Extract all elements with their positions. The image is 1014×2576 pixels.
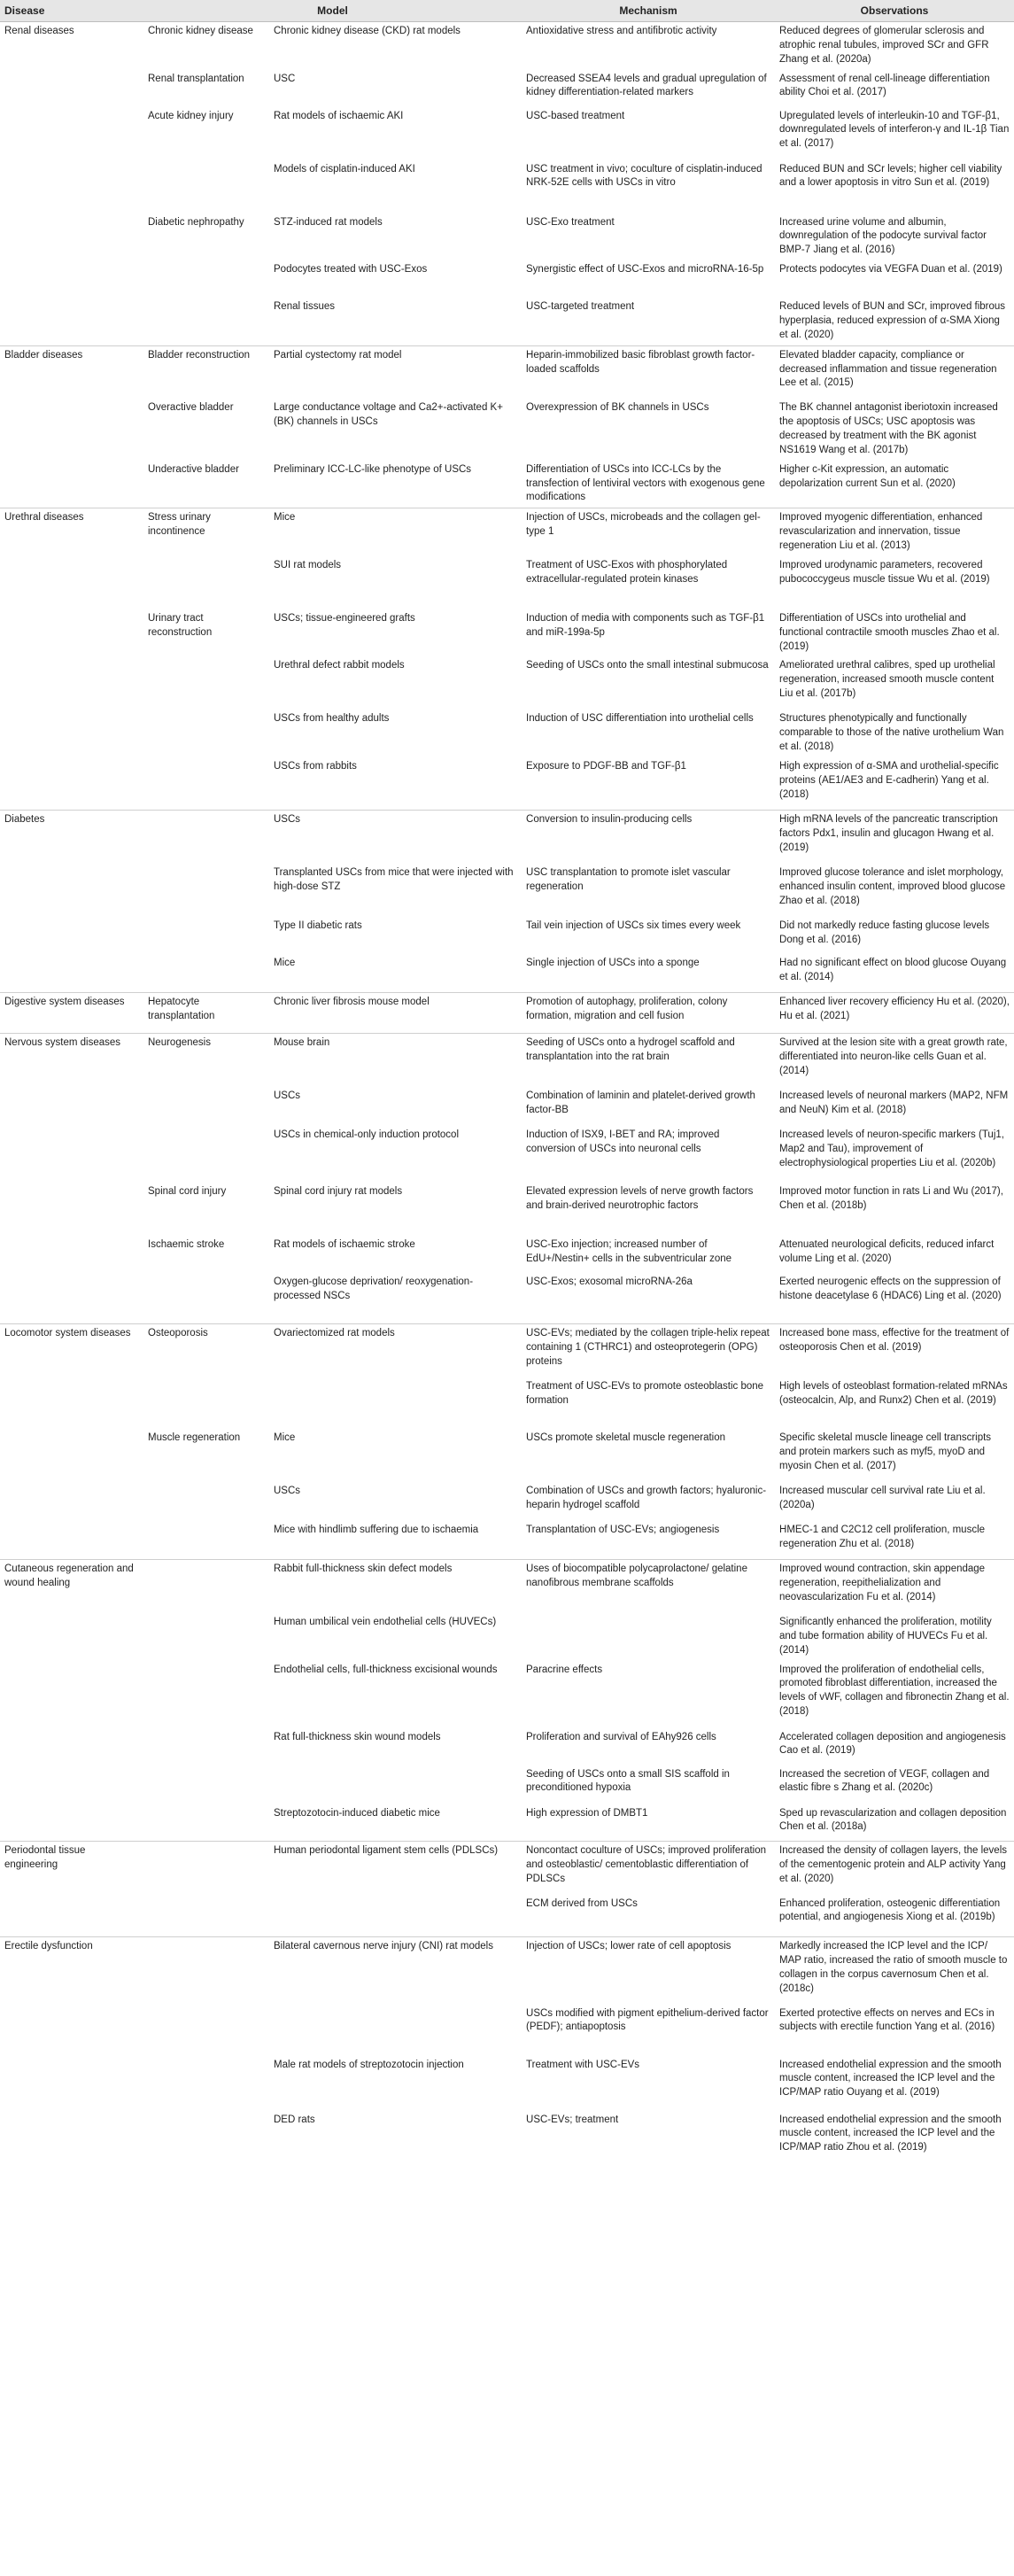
disease-cell <box>0 864 143 917</box>
mechanism-cell: Induction of USC differentiation into urothelial cells <box>526 713 754 725</box>
disease-cell <box>0 2005 143 2056</box>
header-disease: Disease <box>0 0 143 22</box>
disease-cell <box>0 1661 143 1728</box>
mechanism-cell: Proliferation and survival of EAhy926 cells <box>526 1731 716 1742</box>
subcategory-cell <box>143 757 269 811</box>
subcategory-cell: Chronic kidney disease <box>148 26 253 36</box>
disease-cell: Urethral diseases <box>0 508 143 556</box>
subcategory-cell <box>143 1842 269 1895</box>
observations-cell: Higher c-Kit expression, an automatic depolarization current Sun et al. (2020) <box>779 463 956 489</box>
observations-cell: Reduced degrees of glomerular sclerosis and atrophic renal tubules, improved SCr and GFR Zhang et al. (2020a) <box>779 26 989 65</box>
model-cell <box>269 1895 522 1937</box>
model-cell: Streptozotocin-induced diabetic mice <box>274 1807 440 1819</box>
subcategory-cell <box>143 656 269 710</box>
disease-cell <box>0 1521 143 1560</box>
table-row <box>0 1236 1014 1273</box>
mechanism-cell: USC-Exo treatment <box>526 216 615 228</box>
disease-cell <box>0 1728 143 1765</box>
disease-cell <box>0 1236 143 1273</box>
mechanism-cell: Elevated expression levels of nerve growth factors and brain-derived neurotrophic factors <box>526 1185 754 1211</box>
observations-cell: Elevated bladder capacity, compliance or decreased inflammation and tissue regeneration Lee et al. (2015) <box>775 345 1014 399</box>
table-row <box>0 298 1014 345</box>
subcategory-cell: Spinal cord injury <box>148 1185 227 1197</box>
mechanism-cell: USC-based treatment <box>526 110 625 121</box>
model-cell: Human periodontal ligament stem cells (PDLSCs) <box>269 1842 522 1895</box>
subcategory-cell <box>143 1661 269 1728</box>
observations-cell: Increased endothelial expression and the smooth muscle content, increased the ICP level and the ICP/MAP ratio Ouyang et al. (2019) <box>779 2059 1002 2099</box>
disease-cell: Diabetes <box>0 811 143 864</box>
table-row <box>0 1613 1014 1661</box>
mechanism-cell: Treatment of USC-EVs to promote osteoblastic bone formation <box>526 1380 764 1406</box>
observations-cell: The BK channel antagonist iberiotoxin increased the apoptosis of USCs; USC apoptosis was decreased by treatment with the BK agonist NS1619 Wang et al. (2017b) <box>779 402 998 455</box>
model-cell: Rat models of ischaemic AKI <box>274 110 404 121</box>
subcategory-cell <box>143 1377 269 1429</box>
observations-cell: Increased bone mass, effective for the treatment of osteoporosis Chen et al. (2019) <box>775 1324 1014 1377</box>
disease-cell <box>0 461 143 508</box>
model-cell: Preliminary ICC-LC-like phenotype of USCs <box>274 463 472 475</box>
disease-cell <box>0 656 143 710</box>
table-row <box>0 399 1014 460</box>
disease-cell <box>0 954 143 993</box>
subcategory-cell <box>143 1560 269 1613</box>
mechanism-cell: USC-Exos; exosomal microRNA-26a <box>526 1276 693 1287</box>
disease-cell <box>0 1765 143 1804</box>
mechanism-cell: Differentiation of USCs into ICC-LCs by the transfection of lentiviral vectors with exogenous gene modifications <box>526 463 765 503</box>
mechanism-cell: Induction of media with components such as TGF-β1 and miR-199a-5p <box>526 612 765 638</box>
model-cell: USC <box>274 73 296 84</box>
model-cell: Bilateral cavernous nerve injury (CNI) rat models <box>269 1937 522 2005</box>
observations-cell: Attenuated neurological deficits, reduced infarct volume Ling et al. (2020) <box>779 1238 995 1264</box>
subcategory-cell: Overactive bladder <box>148 402 234 414</box>
observations-cell: Sped up revascularization and collagen deposition Chen et al. (2018a) <box>779 1807 1007 1833</box>
subcategory-cell <box>143 556 269 609</box>
mechanism-cell: Combination of laminin and platelet-derived growth factor-BB <box>526 1090 755 1115</box>
table-row <box>0 1895 1014 1937</box>
observations-cell: Increased urine volume and albumin, downregulation of the podocyte survival factor BMP-7 Jiang et al. (2016) <box>779 216 987 256</box>
model-cell: USCs; tissue-engineered grafts <box>274 612 415 624</box>
observations-cell: Upregulated levels of interleukin-10 and TGF-β1, downregulated levels of interferon-γ and IL-1β Tian et al. (2017) <box>779 110 1010 150</box>
table-row <box>0 811 1014 864</box>
table-row <box>0 609 1014 657</box>
model-cell: Type II diabetic rats <box>274 919 362 931</box>
table-row <box>0 70 1014 107</box>
mechanism-cell: Heparin-immobilized basic fibroblast growth factor-loaded scaffolds <box>522 345 775 399</box>
table-row <box>0 954 1014 993</box>
subcategory-cell <box>143 1613 269 1661</box>
observations-cell: Increased muscular cell survival rate Liu et al. (2020a) <box>779 1485 986 1510</box>
disease-cell <box>0 107 143 160</box>
observations-cell: Accelerated collagen deposition and angiogenesis Cao et al. (2019) <box>779 1731 1006 1757</box>
mechanism-cell: Promotion of autophagy, proliferation, colony formation, migration and cell fusion <box>522 993 775 1034</box>
observations-cell: Specific skeletal muscle lineage cell transcripts and protein markers such as myf5, myoD and myosin Chen et al. (2017) <box>779 1432 992 1471</box>
model-cell: Renal tissues <box>274 301 336 313</box>
observations-cell: Improved motor function in rats Li and Wu (2017), Chen et al. (2018b) <box>779 1185 1003 1211</box>
observations-cell: Reduced levels of BUN and SCr, improved fibrous hyperplasia, reduced expression of α-SMA Xiong et al. (2020) <box>779 301 1006 340</box>
disease-cell: Nervous system diseases <box>0 1034 143 1087</box>
subcategory-cell <box>143 1804 269 1842</box>
disease-cell <box>0 1429 143 1482</box>
table-row <box>0 1560 1014 1613</box>
model-cell: Urethral defect rabbit models <box>274 660 405 671</box>
subcategory-cell <box>143 1895 269 1937</box>
model-cell: Models of cisplatin-induced AKI <box>274 163 415 175</box>
model-cell: Oxygen-glucose deprivation/ reoxygenation-processed NSCs <box>274 1276 474 1301</box>
table-row <box>0 1728 1014 1765</box>
observations-cell: Increased levels of neuron-specific markers (Tuj1, Map2 and Tau), improvement of electrophysiological properties Liu et al. (2020b) <box>779 1129 1004 1168</box>
subcategory-cell <box>143 811 269 864</box>
mechanism-cell: Combination of USCs and growth factors; hyaluronic-heparin hydrogel scaffold <box>526 1485 767 1510</box>
model-cell: Rat full-thickness skin wound models <box>274 1731 441 1742</box>
table-row <box>0 1804 1014 1842</box>
model-cell: Mice <box>274 1432 296 1443</box>
observations-cell: Ameliorated urethral calibres, sped up urothelial regeneration, increased smooth muscle content Liu et al. (2017b) <box>779 660 995 700</box>
mechanism-cell: Injection of USCs; lower rate of cell apoptosis <box>522 1937 775 2005</box>
table-row <box>0 508 1014 556</box>
observations-cell: Protects podocytes via VEGFA Duan et al. (2019) <box>779 264 1002 275</box>
model-cell: Chronic liver fibrosis mouse model <box>269 993 522 1034</box>
table-row <box>0 993 1014 1034</box>
mechanism-cell <box>522 1613 775 1661</box>
mechanism-cell: Uses of biocompatible polycaprolactone/ gelatine nanofibrous membrane scaffolds <box>522 1560 775 1613</box>
model-cell: SUI rat models <box>274 559 342 570</box>
table-row <box>0 656 1014 710</box>
subcategory-cell: Underactive bladder <box>148 463 239 475</box>
mechanism-cell: USC-EVs; treatment <box>526 2114 619 2125</box>
mechanism-cell: Exposure to PDGF-BB and TGF-β1 <box>526 760 686 772</box>
table-body <box>0 22 1014 2159</box>
disease-cell <box>0 160 143 213</box>
table-row <box>0 917 1014 954</box>
table-row <box>0 461 1014 508</box>
observations-cell: HMEC-1 and C2C12 cell proliferation, muscle regeneration Zhu et al. (2018) <box>779 1524 986 1549</box>
model-cell: Chronic kidney disease (CKD) rat models <box>274 26 461 36</box>
disease-cell <box>0 2111 143 2159</box>
table-row <box>0 260 1014 298</box>
mechanism-cell: USC-Exo injection; increased number of EdU+/Nestin+ cells in the subventricular zone <box>526 1238 732 1264</box>
disease-cell <box>0 1377 143 1429</box>
mechanism-cell: Seeding of USCs onto the small intestinal submucosa <box>526 660 769 671</box>
table-row <box>0 22 1014 70</box>
table-row <box>0 1126 1014 1183</box>
observations-cell: Increased the density of collagen layers, the levels of the cementogenic protein and ALP activity Yang et al. (2020) <box>775 1842 1014 1895</box>
observations-cell: Improved glucose tolerance and islet morphology, enhanced insulin content, improved blood glucose Zhao et al. (2018) <box>779 866 1006 906</box>
table-row <box>0 1377 1014 1429</box>
subcategory-cell <box>143 917 269 954</box>
mechanism-cell: Decreased SSEA4 levels and gradual upregulation of kidney differentiation-related markers <box>526 73 767 98</box>
disease-cell <box>0 260 143 298</box>
mechanism-cell: Seeding of USCs onto a small SIS scaffold in preconditioned hypoxia <box>526 1768 730 1794</box>
model-cell: USCs in chemical-only induction protocol <box>274 1129 460 1140</box>
disease-cell <box>0 213 143 261</box>
mechanism-cell: Antioxidative stress and antifibrotic activity <box>526 26 717 36</box>
subcategory-cell <box>143 260 269 298</box>
subcategory-cell <box>143 2111 269 2159</box>
model-cell: USCs <box>274 1090 301 1101</box>
mechanism-cell: Treatment with USC-EVs <box>526 2059 640 2070</box>
subcategory-cell: Stress urinary incontinence <box>143 508 269 556</box>
disease-cell <box>0 298 143 345</box>
disease-cell <box>0 399 143 460</box>
model-cell: DED rats <box>274 2114 315 2125</box>
disease-cell <box>0 1126 143 1183</box>
mechanism-cell: USCs modified with pigment epithelium-derived factor (PEDF); antiapoptosis <box>526 2007 769 2033</box>
subcategory-cell <box>143 1126 269 1183</box>
observations-cell: Enhanced liver recovery efficiency Hu et al. (2020), Hu et al. (2021) <box>775 993 1014 1034</box>
subcategory-cell: Muscle regeneration <box>148 1432 241 1443</box>
header-row <box>0 0 1014 22</box>
model-cell: Large conductance voltage and Ca2+-activated K+ (BK) channels in USCs <box>274 402 503 428</box>
table-row <box>0 160 1014 213</box>
subcategory-cell: Ischaemic stroke <box>148 1238 225 1250</box>
disease-cell: Periodontal tissue engineering <box>0 1842 143 1895</box>
model-cell: Male rat models of streptozotocin injection <box>274 2059 464 2070</box>
model-cell: Rat models of ischaemic stroke <box>274 1238 415 1250</box>
observations-cell: Increased levels of neuronal markers (MAP2, NFM and NeuN) Kim et al. (2018) <box>779 1090 1009 1115</box>
observations-cell: Markedly increased the ICP level and the ICP/ MAP ratio, increased the ratio of smooth muscle to collagen in the corpus cavernosum Chen et al. (2018c) <box>775 1937 1014 2005</box>
disease-cell <box>0 1482 143 1521</box>
model-cell <box>269 2005 522 2056</box>
disease-cell: Cutaneous regeneration and wound healing <box>0 1560 143 1613</box>
mechanism-cell: USC-EVs; mediated by the collagen triple-helix repeat containing 1 (CTHRC1) and osteoprotegerin (OPG) proteins <box>522 1324 775 1377</box>
disease-cell <box>0 1895 143 1937</box>
observations-cell: Assessment of renal cell-lineage differentiation ability Choi et al. (2017) <box>779 73 990 98</box>
mechanism-cell: Seeding of USCs onto a hydrogel scaffold and transplantation into the rat brain <box>522 1034 775 1087</box>
disease-cell <box>0 917 143 954</box>
observations-cell: Structures phenotypically and functionally comparable to those of the native urothelium Wan et al. (2018) <box>779 713 1004 753</box>
model-cell: Mice with hindlimb suffering due to ischaemia <box>274 1524 479 1535</box>
observations-cell: High mRNA levels of the pancreatic transcription factors Pdx1, insulin and glucagon Hwang et al. (2019) <box>775 811 1014 864</box>
observations-cell: Increased endothelial expression and the smooth muscle content, increased the ICP level and the ICP/MAP ratio Zhou et al. (2019) <box>779 2114 1002 2153</box>
table-row <box>0 2005 1014 2056</box>
mechanism-cell: USC-targeted treatment <box>526 301 635 313</box>
subcategory-cell: Diabetic nephropathy <box>148 216 244 228</box>
observations-cell: Improved the proliferation of endothelial cells, promoted fibroblast differentiation, increased the levels of vWF, collagen and fibronectin Zhang et al. (2018) <box>779 1664 1010 1718</box>
model-cell: USCs from rabbits <box>274 760 357 772</box>
subcategory-cell: Neurogenesis <box>143 1034 269 1087</box>
subcategory-cell <box>143 1937 269 2005</box>
mechanism-cell: Treatment of USC-Exos with phosphorylated extracellular-regulated protein kinases <box>526 559 728 585</box>
mechanism-cell: Noncontact coculture of USCs; improved proliferation and osteoblastic/ cementoblastic differentiation of PDLSCs <box>522 1842 775 1895</box>
observations-cell: Enhanced proliferation, osteogenic differentiation potential, and angiogenesis Xiong et al. (2019b) <box>779 1897 1001 1923</box>
model-cell: Podocytes treated with USC-Exos <box>274 264 428 275</box>
disease-cell <box>0 556 143 609</box>
header-observations: Observations <box>775 0 1014 22</box>
header-mechanism: Mechanism <box>522 0 775 22</box>
model-cell: USCs <box>269 811 522 864</box>
model-cell: Partial cystectomy rat model <box>269 345 522 399</box>
observations-cell: Improved urodynamic parameters, recovered pubococcygeus muscle tissue Wu et al. (2019) <box>779 559 990 585</box>
model-cell: Endothelial cells, full-thickness excisional wounds <box>274 1664 498 1675</box>
subcategory-cell <box>143 160 269 213</box>
subcategory-cell: Osteoporosis <box>143 1324 269 1377</box>
table-row <box>0 556 1014 609</box>
model-cell: Transplanted USCs from mice that were injected with high-dose STZ <box>274 866 514 892</box>
subcategory-cell: Hepatocyte transplantation <box>143 993 269 1034</box>
table-row <box>0 1034 1014 1087</box>
observations-cell: Had no significant effect on blood glucose Ouyang et al. (2014) <box>779 957 1007 982</box>
subcategory-cell <box>143 1765 269 1804</box>
mechanism-cell: Overexpression of BK channels in USCs <box>526 402 709 414</box>
model-cell: Human umbilical vein endothelial cells (HUVECs) <box>274 1616 497 1627</box>
mechanism-cell: Synergistic effect of USC-Exos and microRNA-16-5p <box>526 264 764 275</box>
observations-cell: Differentiation of USCs into urothelial and functional contractile smooth muscles Zhao et al. (2019) <box>779 612 1000 652</box>
observations-cell: Reduced BUN and SCr levels; higher cell viability and a lower apoptosis in vitro Sun et al. (2019) <box>779 163 1002 189</box>
mechanism-cell: Injection of USCs, microbeads and the collagen gel-type 1 <box>522 508 775 556</box>
disease-cell <box>0 1804 143 1842</box>
mechanism-cell: Single injection of USCs into a sponge <box>526 957 700 968</box>
mechanism-cell: Conversion to insulin-producing cells <box>522 811 775 864</box>
subcategory-cell <box>143 2005 269 2056</box>
subcategory-cell <box>143 298 269 345</box>
table-row <box>0 1087 1014 1126</box>
model-cell <box>269 1377 522 1429</box>
disease-cell <box>0 710 143 757</box>
disease-cell <box>0 1183 143 1236</box>
table-row <box>0 2056 1014 2111</box>
mechanism-cell: Induction of ISX9, I-BET and RA; improved conversion of USCs into neuronal cells <box>526 1129 720 1154</box>
disease-cell <box>0 609 143 657</box>
subcategory-cell <box>143 1087 269 1126</box>
mechanism-cell: Paracrine effects <box>526 1664 603 1675</box>
subcategory-cell <box>143 954 269 993</box>
mechanism-cell: USC transplantation to promote islet vascular regeneration <box>526 866 731 892</box>
disease-cell: Renal diseases <box>4 26 74 36</box>
table-row <box>0 710 1014 757</box>
table-row <box>0 1765 1014 1804</box>
model-cell: Ovariectomized rat models <box>269 1324 522 1377</box>
disease-cell <box>0 1273 143 1324</box>
mechanism-cell: USC treatment in vivo; coculture of cisplatin-induced NRK-52E cells with USCs in vitro <box>526 163 762 189</box>
subcategory-cell <box>143 1521 269 1560</box>
table-row <box>0 1273 1014 1324</box>
observations-cell: Exerted protective effects on nerves and ECs in subjects with erectile function Yang et al. (2016) <box>779 2007 995 2033</box>
model-cell: STZ-induced rat models <box>274 216 383 228</box>
mechanism-cell: High expression of DMBT1 <box>526 1807 648 1819</box>
table-row <box>0 1521 1014 1560</box>
mechanism-cell: ECM derived from USCs <box>526 1897 638 1909</box>
model-cell <box>269 1765 522 1804</box>
table-row <box>0 1183 1014 1236</box>
disease-cell <box>0 757 143 811</box>
observations-cell: Exerted neurogenic effects on the suppression of histone deacetylase 6 (HDAC6) Ling et al. (2020) <box>779 1276 1002 1301</box>
table-row <box>0 345 1014 399</box>
model-cell: Rabbit full-thickness skin defect models <box>269 1560 522 1613</box>
observations-cell: Significantly enhanced the proliferation, motility and tube formation ability of HUVECs Fu et al. (2014) <box>779 1616 992 1656</box>
model-cell: Mice <box>274 957 296 968</box>
subcategory-cell <box>143 2056 269 2111</box>
subcategory-cell <box>143 1482 269 1521</box>
table-row <box>0 213 1014 261</box>
subcategory-cell: Acute kidney injury <box>148 110 234 121</box>
observations-cell: Survived at the lesion site with a great growth rate, differentiated into neuron-like cells Guan et al. (2014) <box>775 1034 1014 1087</box>
disease-cell: Digestive system diseases <box>0 993 143 1034</box>
model-cell: Mice <box>269 508 522 556</box>
disease-cell: Locomotor system diseases <box>0 1324 143 1377</box>
table-row <box>0 1482 1014 1521</box>
model-cell: USCs from healthy adults <box>274 713 390 725</box>
mechanism-cell: USCs promote skeletal muscle regeneration <box>526 1432 726 1443</box>
observations-cell: High expression of α-SMA and urothelial-specific proteins (AE1/AE3 and E-cadherin) Yang et al. (2018) <box>779 760 999 800</box>
model-cell: Spinal cord injury rat models <box>274 1185 403 1197</box>
table-row <box>0 757 1014 811</box>
subcategory-cell <box>143 710 269 757</box>
disease-cell: Bladder diseases <box>0 345 143 399</box>
subcategory-cell: Urinary tract reconstruction <box>148 612 213 638</box>
subcategory-cell: Renal transplantation <box>148 73 244 84</box>
observations-cell: Increased the secretion of VEGF, collagen and elastic fibre s Zhang et al. (2020c) <box>779 1768 990 1794</box>
observations-cell: High levels of osteoblast formation-related mRNAs (osteocalcin, Alp, and Runx2) Chen et al. (2019) <box>779 1380 1008 1406</box>
table-row <box>0 107 1014 160</box>
disease-cell <box>0 1087 143 1126</box>
header-model: Model <box>143 0 522 22</box>
observations-cell: Improved myogenic differentiation, enhanced revascularization and innervation, tissue regeneration Liu et al. (2013) <box>775 508 1014 556</box>
observations-cell: Improved wound contraction, skin appendage regeneration, reepithelialization and neovascularization Fu et al. (2014) <box>775 1560 1014 1613</box>
disease-cell <box>0 70 143 107</box>
disease-cell <box>0 2056 143 2111</box>
table-row <box>0 1842 1014 1895</box>
disease-cell <box>0 1613 143 1661</box>
table-row <box>0 1661 1014 1728</box>
table-row <box>0 1429 1014 1482</box>
subcategory-cell <box>143 864 269 917</box>
model-cell: Mouse brain <box>269 1034 522 1087</box>
table-row <box>0 864 1014 917</box>
subcategory-cell <box>143 1728 269 1765</box>
table-row <box>0 1324 1014 1377</box>
mechanism-cell: Transplantation of USC-EVs; angiogenesis <box>526 1524 720 1535</box>
table-row <box>0 2111 1014 2159</box>
mechanism-cell: Tail vein injection of USCs six times every week <box>526 919 741 931</box>
subcategory-cell <box>143 1273 269 1324</box>
subcategory-cell: Bladder reconstruction <box>143 345 269 399</box>
table-row <box>0 1937 1014 2005</box>
disease-cell: Erectile dysfunction <box>0 1937 143 2005</box>
model-cell: USCs <box>274 1485 301 1496</box>
observations-cell: Did not markedly reduce fasting glucose levels Dong et al. (2016) <box>779 919 990 945</box>
